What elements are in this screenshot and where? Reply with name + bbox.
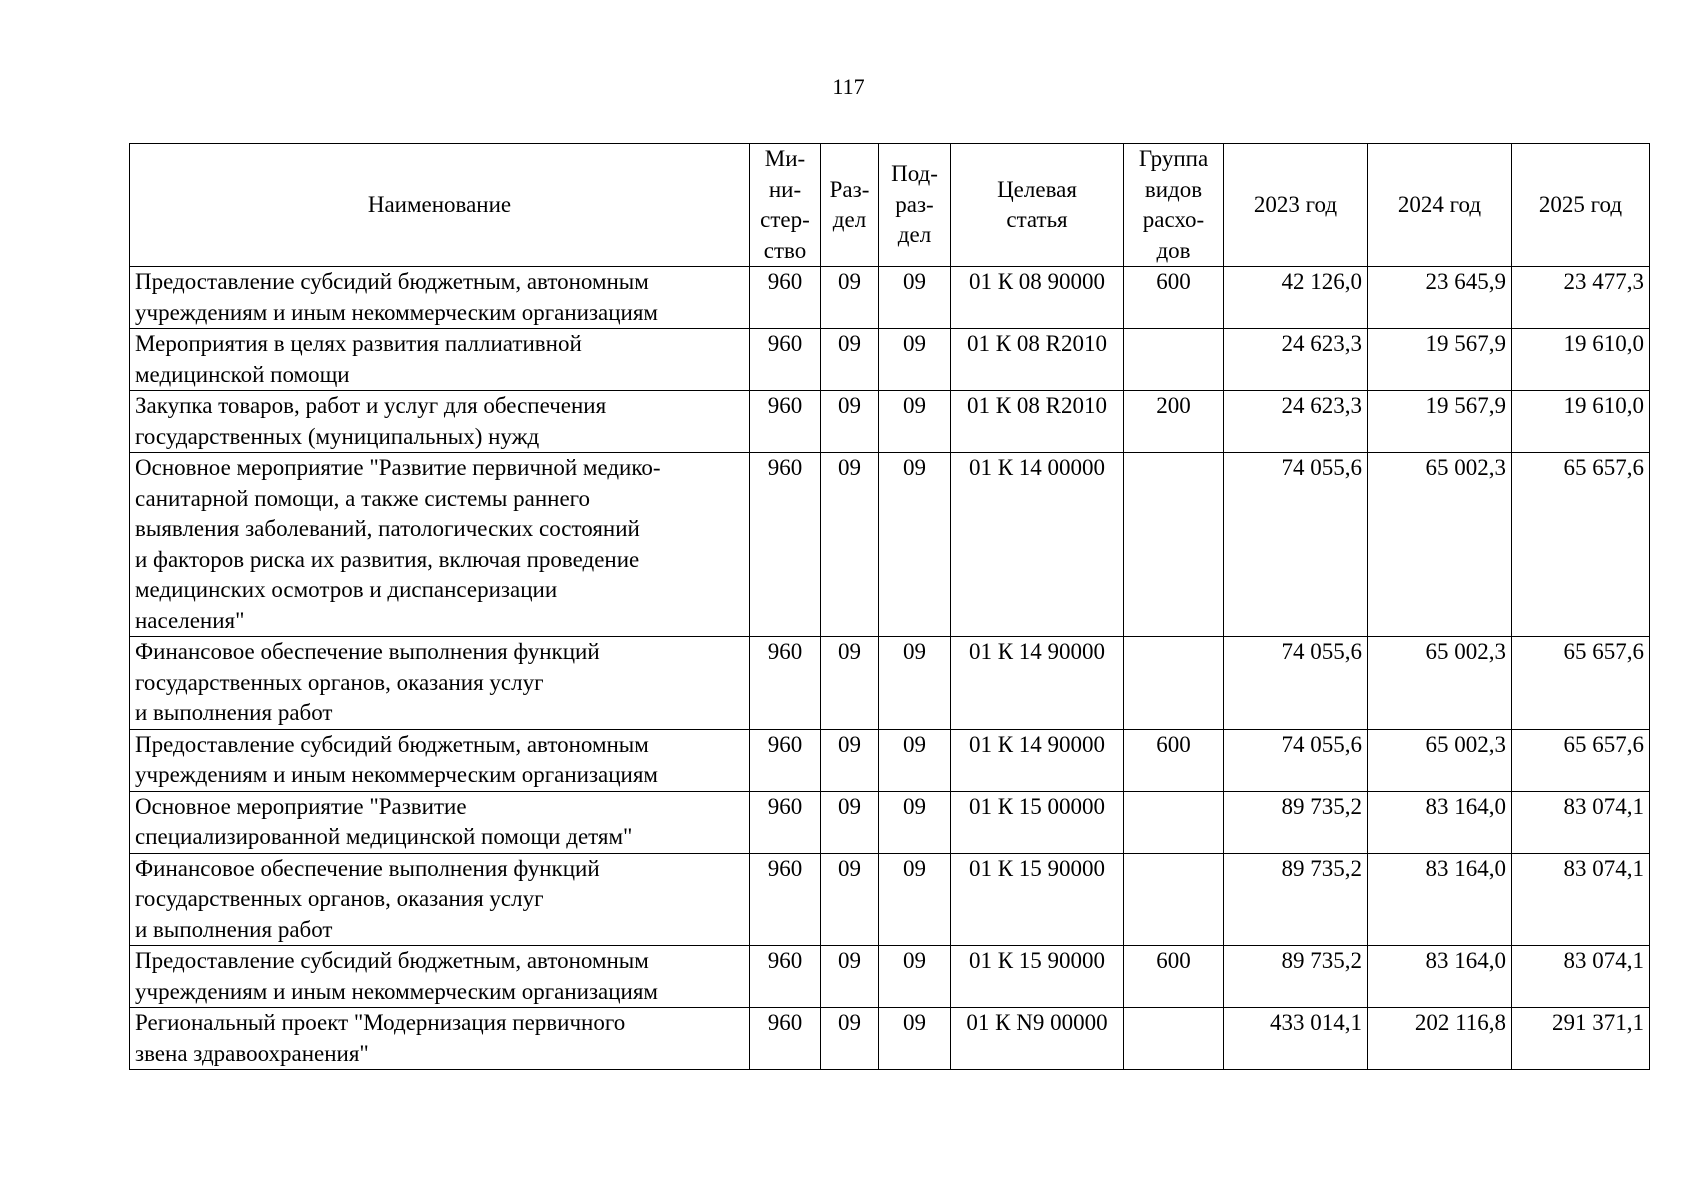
cell-ministry: 960 <box>750 729 821 791</box>
cell-ministry: 960 <box>750 946 821 1008</box>
header-expense-group: Группа видов расхо- дов <box>1124 144 1224 267</box>
cell-name: Региональный проект "Модернизация первичного звена здравоохранения" <box>130 1008 750 1070</box>
cell-name: Предоставление субсидий бюджетным, автономным учреждениям и иным некоммерческим организациям <box>130 267 750 329</box>
cell-2023: 74 055,6 <box>1224 637 1368 730</box>
cell-subsection: 09 <box>879 267 951 329</box>
cell-target-article: 01 К N9 00000 <box>951 1008 1124 1070</box>
cell-target-article: 01 К 15 90000 <box>951 946 1124 1008</box>
cell-target-article: 01 К 15 90000 <box>951 853 1124 946</box>
cell-expense-group: 200 <box>1124 391 1224 453</box>
cell-ministry: 960 <box>750 267 821 329</box>
cell-ministry: 960 <box>750 637 821 730</box>
cell-name: Финансовое обеспечение выполнения функций государственных органов, оказания услуг и выполнения работ <box>130 637 750 730</box>
table-header-row <box>130 144 1650 267</box>
cell-2025: 83 074,1 <box>1512 946 1650 1008</box>
cell-section: 09 <box>821 391 879 453</box>
header-2023: 2023 год <box>1224 144 1368 267</box>
cell-ministry: 960 <box>750 329 821 391</box>
cell-name: Основное мероприятие "Развитие специализированной медицинской помощи детям" <box>130 791 750 853</box>
cell-name: Предоставление субсидий бюджетным, автономным учреждениям и иным некоммерческим организациям <box>130 946 750 1008</box>
cell-ministry: 960 <box>750 1008 821 1070</box>
cell-2025: 23 477,3 <box>1512 267 1650 329</box>
cell-subsection: 09 <box>879 329 951 391</box>
table-row <box>130 853 1650 946</box>
cell-name: Финансовое обеспечение выполнения функций государственных органов, оказания услуг и выполнения работ <box>130 853 750 946</box>
cell-expense-group: 600 <box>1124 729 1224 791</box>
cell-expense-group <box>1124 453 1224 637</box>
table-row <box>130 329 1650 391</box>
cell-section: 09 <box>821 729 879 791</box>
cell-section: 09 <box>821 267 879 329</box>
cell-2025: 83 074,1 <box>1512 791 1650 853</box>
cell-2024: 65 002,3 <box>1368 453 1512 637</box>
cell-subsection: 09 <box>879 729 951 791</box>
page-number: 117 <box>832 74 865 99</box>
cell-expense-group <box>1124 637 1224 730</box>
cell-target-article: 01 К 15 00000 <box>951 791 1124 853</box>
cell-expense-group <box>1124 329 1224 391</box>
header-2025: 2025 год <box>1512 144 1650 267</box>
cell-2025: 291 371,1 <box>1512 1008 1650 1070</box>
cell-2024: 65 002,3 <box>1368 637 1512 730</box>
cell-2023: 433 014,1 <box>1224 1008 1368 1070</box>
cell-target-article: 01 К 14 00000 <box>951 453 1124 637</box>
cell-2023: 74 055,6 <box>1224 453 1368 637</box>
cell-2024: 65 002,3 <box>1368 729 1512 791</box>
cell-2024: 202 116,8 <box>1368 1008 1512 1070</box>
cell-2025: 19 610,0 <box>1512 329 1650 391</box>
cell-expense-group <box>1124 791 1224 853</box>
cell-section: 09 <box>821 791 879 853</box>
cell-2023: 89 735,2 <box>1224 853 1368 946</box>
cell-subsection: 09 <box>879 391 951 453</box>
table-row <box>130 637 1650 730</box>
cell-2024: 83 164,0 <box>1368 853 1512 946</box>
cell-2023: 24 623,3 <box>1224 329 1368 391</box>
cell-section: 09 <box>821 453 879 637</box>
cell-expense-group: 600 <box>1124 946 1224 1008</box>
cell-expense-group <box>1124 1008 1224 1070</box>
table-row <box>130 267 1650 329</box>
header-target-article: Целевая статья <box>951 144 1124 267</box>
header-name: Наименование <box>130 144 750 267</box>
cell-2025: 65 657,6 <box>1512 729 1650 791</box>
budget-table <box>129 143 1650 1070</box>
cell-expense-group: 600 <box>1124 267 1224 329</box>
cell-2024: 83 164,0 <box>1368 946 1512 1008</box>
cell-section: 09 <box>821 1008 879 1070</box>
cell-subsection: 09 <box>879 453 951 637</box>
cell-section: 09 <box>821 946 879 1008</box>
cell-2024: 83 164,0 <box>1368 791 1512 853</box>
header-section: Раз- дел <box>821 144 879 267</box>
cell-subsection: 09 <box>879 637 951 730</box>
cell-ministry: 960 <box>750 391 821 453</box>
cell-subsection: 09 <box>879 1008 951 1070</box>
table-row <box>130 453 1650 637</box>
table-body <box>130 267 1650 1070</box>
cell-name: Закупка товаров, работ и услуг для обеспечения государственных (муниципальных) нужд <box>130 391 750 453</box>
cell-2024: 19 567,9 <box>1368 391 1512 453</box>
cell-2024: 19 567,9 <box>1368 329 1512 391</box>
cell-subsection: 09 <box>879 853 951 946</box>
cell-name: Основное мероприятие "Развитие первичной медико- санитарной помощи, а также системы раннего выявления заболеваний, патологических состояний и факторов риска их развития, включая проведение медицинских осмотров и диспансеризации населения" <box>130 453 750 637</box>
header-subsection: Под- раз- дел <box>879 144 951 267</box>
cell-section: 09 <box>821 637 879 730</box>
cell-2025: 19 610,0 <box>1512 391 1650 453</box>
cell-2024: 23 645,9 <box>1368 267 1512 329</box>
cell-target-article: 01 К 08 90000 <box>951 267 1124 329</box>
cell-2023: 74 055,6 <box>1224 729 1368 791</box>
table-row <box>130 729 1650 791</box>
cell-target-article: 01 К 08 R2010 <box>951 329 1124 391</box>
cell-section: 09 <box>821 853 879 946</box>
cell-name: Предоставление субсидий бюджетным, автономным учреждениям и иным некоммерческим организациям <box>130 729 750 791</box>
header-ministry: Ми- ни- стер- ство <box>750 144 821 267</box>
header-2024: 2024 год <box>1368 144 1512 267</box>
cell-name: Мероприятия в целях развития паллиативной медицинской помощи <box>130 329 750 391</box>
cell-ministry: 960 <box>750 853 821 946</box>
cell-section: 09 <box>821 329 879 391</box>
cell-subsection: 09 <box>879 946 951 1008</box>
cell-ministry: 960 <box>750 791 821 853</box>
cell-2023: 89 735,2 <box>1224 791 1368 853</box>
cell-2025: 65 657,6 <box>1512 453 1650 637</box>
cell-2023: 89 735,2 <box>1224 946 1368 1008</box>
cell-2025: 65 657,6 <box>1512 637 1650 730</box>
cell-target-article: 01 К 14 90000 <box>951 729 1124 791</box>
cell-2025: 83 074,1 <box>1512 853 1650 946</box>
cell-2023: 24 623,3 <box>1224 391 1368 453</box>
cell-2023: 42 126,0 <box>1224 267 1368 329</box>
cell-target-article: 01 К 14 90000 <box>951 637 1124 730</box>
table-row <box>130 946 1650 1008</box>
table-row <box>130 1008 1650 1070</box>
cell-target-article: 01 К 08 R2010 <box>951 391 1124 453</box>
cell-subsection: 09 <box>879 791 951 853</box>
cell-expense-group <box>1124 853 1224 946</box>
cell-ministry: 960 <box>750 453 821 637</box>
table-row <box>130 391 1650 453</box>
table-row <box>130 791 1650 853</box>
